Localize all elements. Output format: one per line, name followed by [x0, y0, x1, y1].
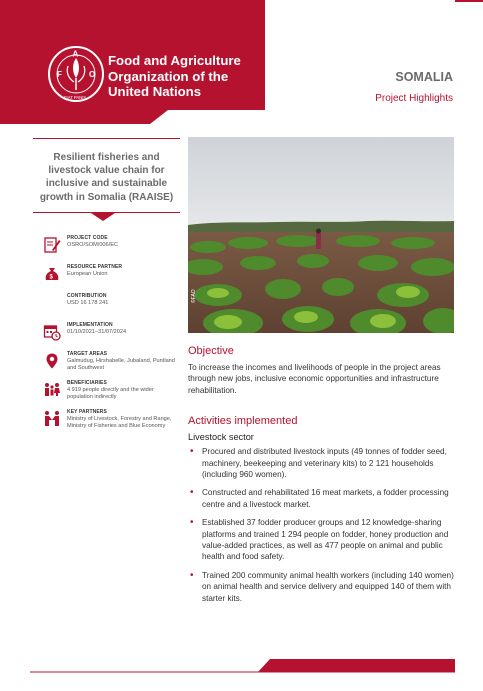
activities-list — [188, 446, 454, 604]
info-value: USD 16 178 241 — [67, 299, 109, 306]
project-title: Resilient fisheries and livestock value chain for inclusive and sustainable growth in Somalia (RAAISE) — [39, 152, 174, 203]
list-item: • Established 37 fodder producer groups and 12 knowledge-sharing platforms and trained 1 294 people on fodder, honey production and value-added practices, as well as 477 people on animal and public health and food safety. — [188, 517, 454, 563]
svg-text:A: A — [72, 49, 79, 59]
handshake-icon — [43, 410, 61, 428]
svg-text:F: F — [57, 70, 62, 79]
info-value: Ministry of Livestock, Forestry and Range, Ministry of Fisheries and Blue Economy — [67, 415, 172, 430]
info-value: Galmudug, Hirshabelle, Jubaland, Puntland and Southwest — [67, 357, 175, 372]
photo-credit: ©FAO — [191, 289, 197, 303]
info-value: European Union — [67, 270, 108, 277]
list-item: • Trained 200 community animal health workers (including 140 women) on animal health and service delivery and equipped 140 of them with starter kits. — [188, 570, 454, 604]
info-beneficiaries — [33, 380, 180, 402]
info-label: IMPLEMENTATION — [67, 321, 113, 328]
document-pen-icon — [43, 236, 61, 254]
info-value: 4 919 people directly and the wider population indirectly — [67, 386, 154, 401]
title-notch — [91, 213, 115, 221]
fao-logo — [46, 44, 106, 104]
project-title-box — [33, 138, 180, 213]
info-resource-partner — [33, 264, 180, 286]
activities-heading: Activities implemented — [188, 415, 298, 428]
country-title: SOMALIA — [395, 70, 453, 84]
top-accent-line — [455, 0, 483, 2]
calendar-clock-icon — [43, 323, 61, 341]
org-name-line-3: United Nations — [108, 84, 202, 100]
people-icon — [43, 381, 61, 399]
info-target-areas — [33, 351, 180, 373]
main-content — [188, 345, 454, 611]
activities-subheading: Livestock sector — [188, 432, 254, 443]
field-photo — [188, 137, 454, 333]
info-label: KEY PARTNERS — [67, 408, 107, 415]
logo-motto: FIAT PANIS — [64, 95, 87, 100]
svg-text:O: O — [89, 70, 96, 79]
page-subtitle: Project Highlights — [375, 93, 453, 104]
objective-heading: Objective — [188, 345, 234, 357]
list-item: • Constructed and rehabilitated 16 meat markets, a fodder processing centre and a livestock market. — [188, 487, 454, 510]
info-label: RESOURCE PARTNER — [67, 263, 123, 270]
info-value: 01/10/2021–31/07/2024 — [67, 328, 127, 335]
info-contribution — [33, 293, 180, 315]
footer-bar — [30, 658, 455, 673]
info-value: OSRO/SOM/006/EC — [67, 241, 118, 248]
info-key-partners — [33, 409, 180, 431]
project-sidebar — [33, 138, 180, 438]
list-item: • Procured and distributed livestock inputs (49 tonnes of fodder seed, machinery, beekeeping and veterinary kits) to 2 121 households (including 960 women). — [188, 446, 454, 480]
organization-name — [108, 53, 241, 100]
info-implementation — [33, 322, 180, 344]
org-name-line-1: Food and Agriculture — [108, 53, 241, 68]
info-label: PROJECT CODE — [67, 234, 108, 241]
map-pin-icon — [43, 352, 61, 370]
info-project-code — [33, 235, 180, 257]
svg-text:$: $ — [49, 274, 53, 281]
org-name-line-2: Organization of the — [108, 68, 229, 84]
money-bag-icon — [43, 265, 61, 283]
info-label: TARGET AREAS — [67, 350, 108, 357]
objective-text: To increase the incomes and livelihoods of people in the project areas through new jobs, inclusive economic opportunities and infrastructure rehabilitation. — [188, 363, 441, 395]
info-label: BENEFICIARIES — [67, 379, 107, 386]
info-label: CONTRIBUTION — [67, 292, 107, 299]
